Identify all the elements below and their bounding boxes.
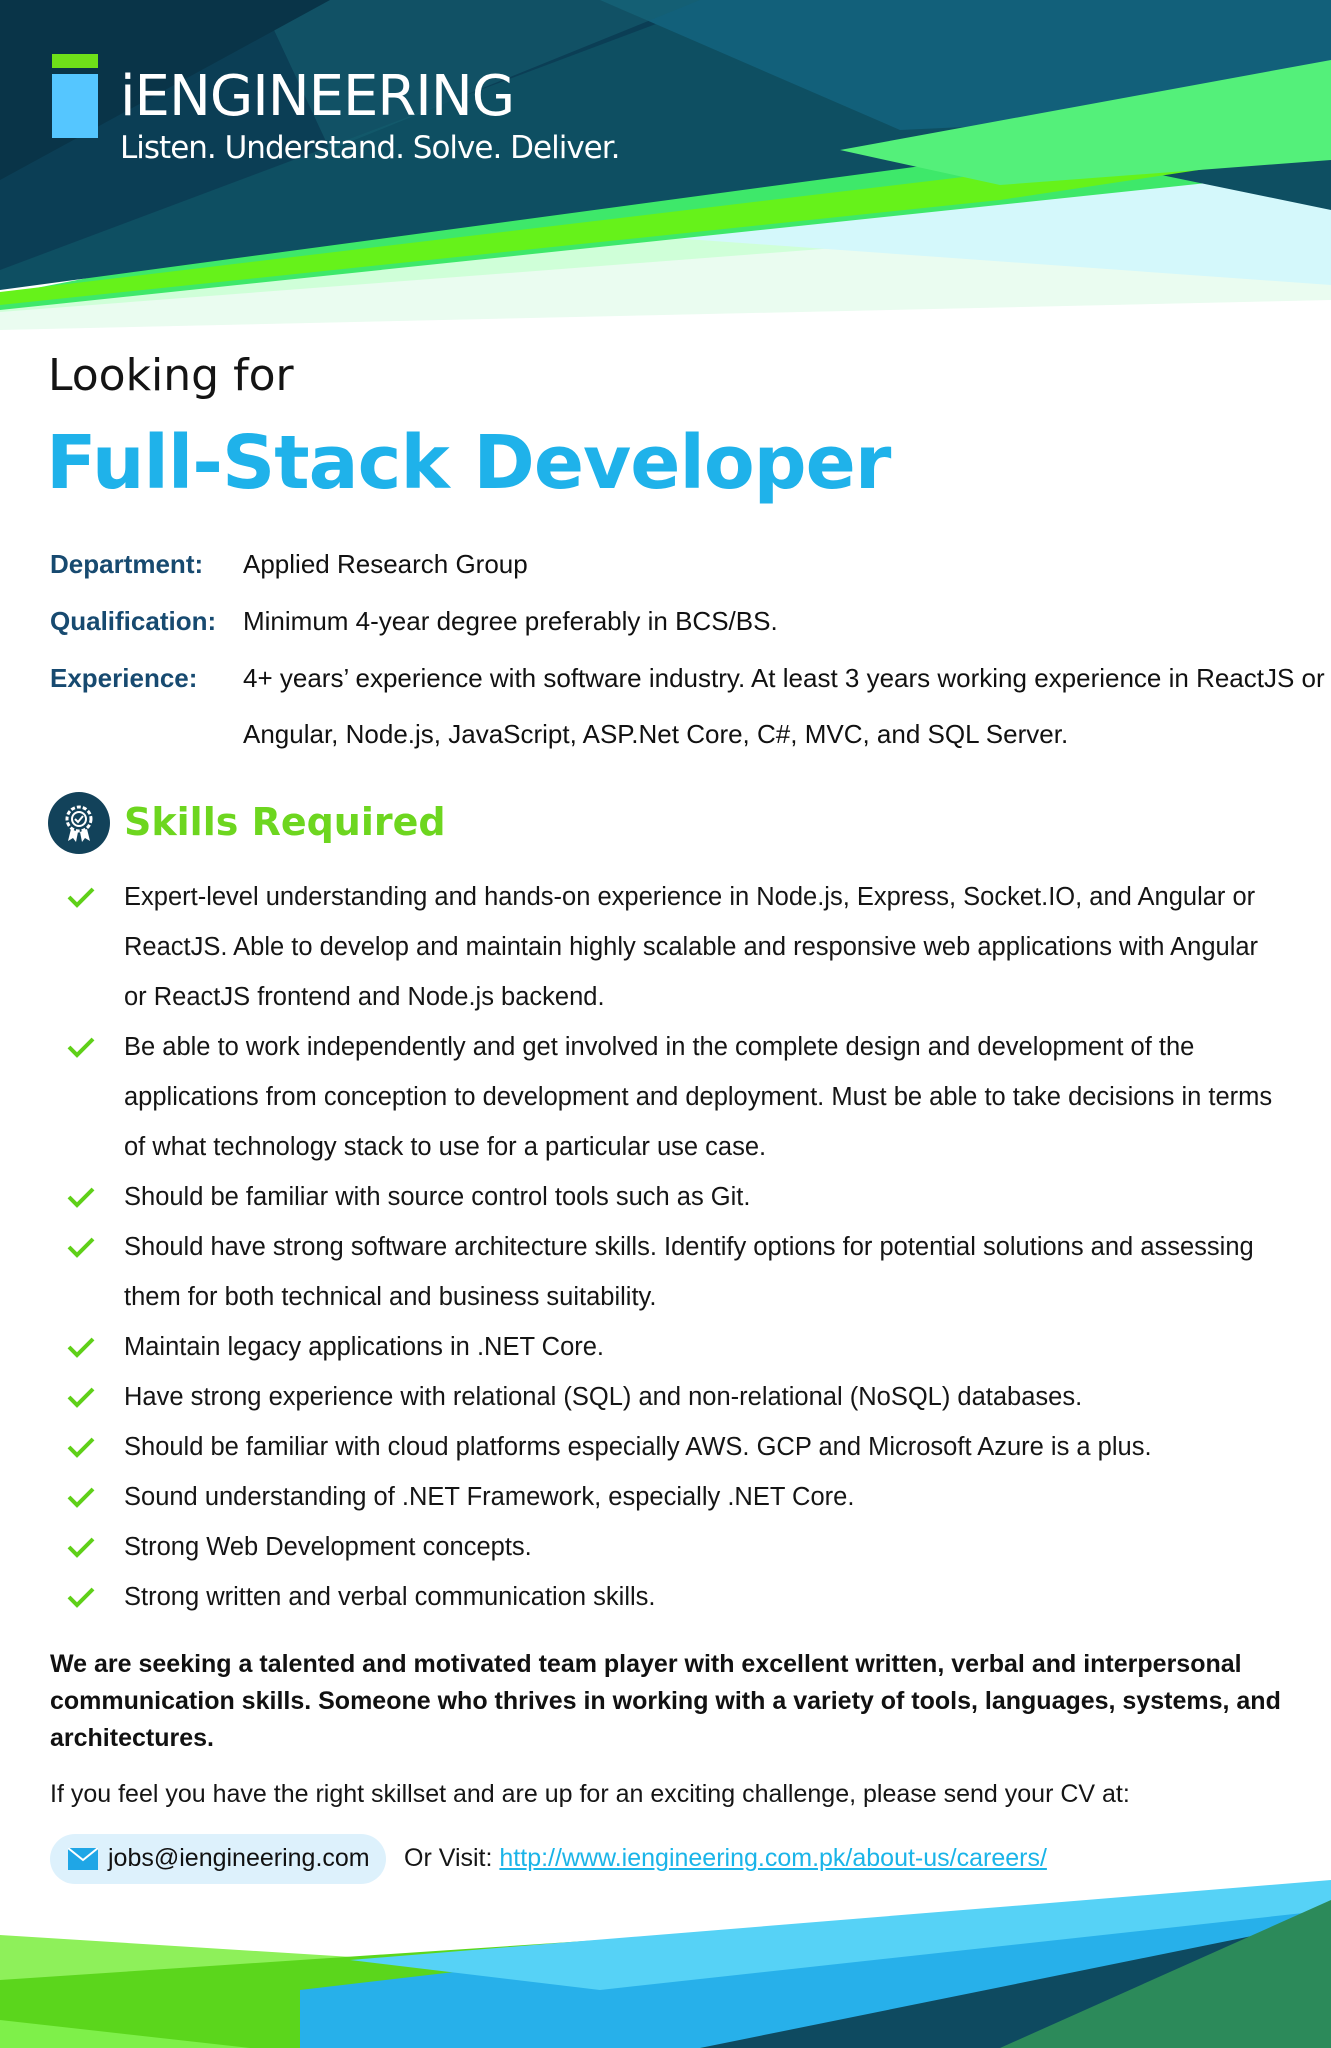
- list-item: [0, 1022, 1331, 1172]
- list-item: [0, 1222, 1331, 1322]
- detail-value: Minimum 4-year degree preferably in BCS/BS.: [243, 606, 778, 636]
- detail-label: Department:: [50, 549, 204, 579]
- skill-text: Have strong experience with relational (SQL) and non-relational (NoSQL) databases.: [124, 1383, 1083, 1411]
- visit-line: [404, 1844, 1047, 1873]
- detail-value: 4+ years’ experience with software industry. At least 3 years working experience in ReactJS or Angular, Node.js, JavaScript, ASP.Net Core, C#, MVC, and SQL Server.: [243, 663, 1325, 749]
- skill-text: Be able to work independently and get involved in the complete design and development of the applications from conception to development and deployment. Must be able to take decisions in terms of what technology stack to use for a particular use case.: [124, 1033, 1273, 1161]
- list-item: [0, 872, 1331, 1022]
- list-item: [0, 1522, 1331, 1572]
- skill-text: Should have strong software architecture skills. Identify options for potential solutions and assessing them for both technical and business suitability.: [124, 1233, 1254, 1311]
- visit-label: Or Visit:: [404, 1844, 493, 1872]
- heading-intro: Looking for: [48, 350, 294, 401]
- company-tagline: Listen. Understand. Solve. Deliver.: [120, 130, 620, 166]
- skill-text: Expert-level understanding and hands-on experience in Node.js, Express, Socket.IO, and Angular or ReactJS. Able to develop and maintain highly scalable and responsive web applications with Angular or ReactJS frontend and Node.js backend.: [124, 883, 1259, 1011]
- seeking-paragraph: We are seeking a talented and motivated team player with excellent written, verbal and interpersonal communication skills. Someone who thrives in working with a variety of tools, languages, systems, and architectures.: [50, 1650, 1281, 1752]
- skill-text: Strong Web Development concepts.: [124, 1533, 532, 1561]
- company-name: iENGINEERING: [120, 64, 515, 129]
- skill-text: Should be familiar with source control tools such as Git.: [124, 1183, 751, 1211]
- skill-text: Strong written and verbal communication skills.: [124, 1583, 656, 1611]
- checkmark-icon: [66, 1185, 96, 1209]
- job-title: Full-Stack Developer: [46, 420, 891, 506]
- list-item: [0, 1172, 1331, 1222]
- skill-text: Maintain legacy applications in .NET Core.: [124, 1333, 605, 1361]
- checkmark-icon: [66, 1385, 96, 1409]
- list-item: [0, 1572, 1331, 1622]
- checkmark-icon: [66, 1535, 96, 1559]
- checkmark-icon: [66, 1335, 96, 1359]
- detail-value: Applied Research Group: [243, 549, 528, 579]
- checkmark-icon: [66, 1485, 96, 1509]
- envelope-icon: [68, 1848, 98, 1870]
- careers-link[interactable]: http://www.iengineering.com.pk/about-us/careers/: [499, 1844, 1047, 1872]
- skill-text: Should be familiar with cloud platforms especially AWS. GCP and Microsoft Azure is a plus.: [124, 1433, 1152, 1461]
- email-contact[interactable]: [50, 1834, 386, 1884]
- checkmark-icon: [66, 1585, 96, 1609]
- skill-text: Sound understanding of .NET Framework, especially .NET Core.: [124, 1483, 855, 1511]
- award-badge-icon: [48, 792, 110, 854]
- footer-banner-graphic: [0, 1880, 1331, 2048]
- skills-list: [0, 872, 1331, 1622]
- list-item: [0, 1322, 1331, 1372]
- list-item: [0, 1472, 1331, 1522]
- cv-prompt: If you feel you have the right skillset and are up for an exciting challenge, please send your CV at:: [50, 1780, 1130, 1808]
- list-item: [0, 1422, 1331, 1472]
- skills-title: Skills Required: [124, 800, 446, 844]
- checkmark-icon: [66, 1435, 96, 1459]
- email-address: jobs@iengineering.com: [108, 1844, 370, 1872]
- checkmark-icon: [66, 885, 96, 909]
- checkmark-icon: [66, 1035, 96, 1059]
- list-item: [0, 1372, 1331, 1422]
- detail-label: Experience:: [50, 663, 198, 693]
- logo-mark-icon: [52, 54, 98, 138]
- checkmark-icon: [66, 1235, 96, 1259]
- detail-label: Qualification:: [50, 606, 217, 636]
